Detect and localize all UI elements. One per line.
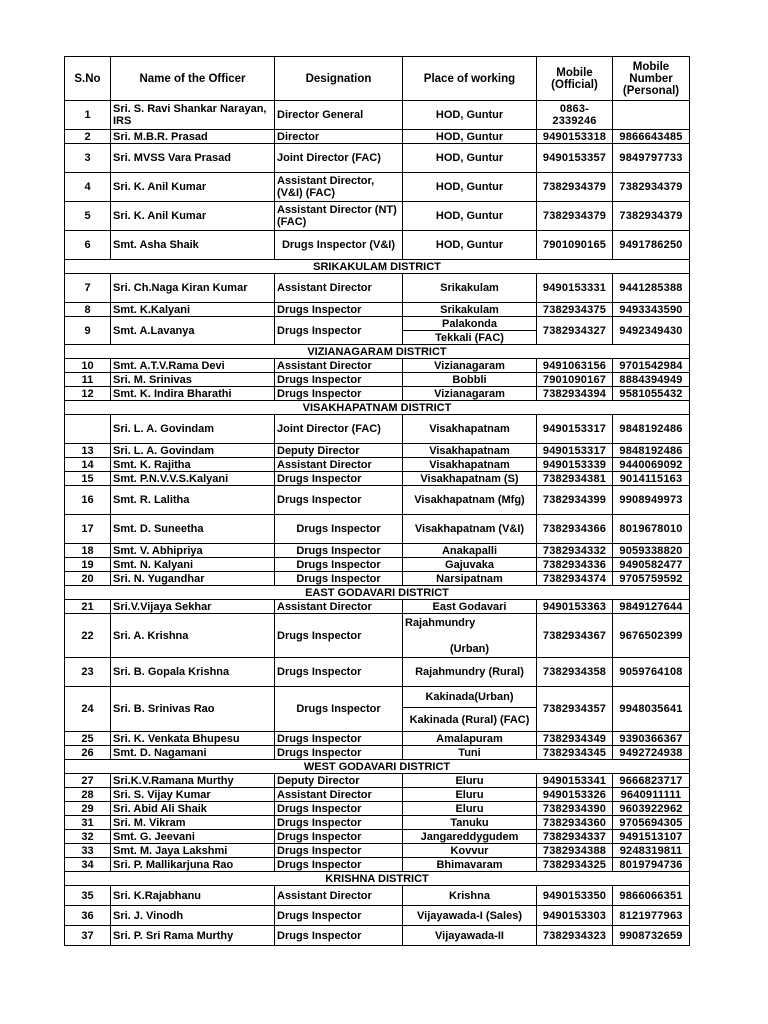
cell-mobile-personal: 9390366367 — [613, 732, 690, 746]
cell-place: Srikakulam — [403, 274, 537, 303]
cell-place: Anakapalli — [403, 544, 537, 558]
cell-designation: Deputy Director — [275, 444, 403, 458]
cell-place: HOD, Guntur — [403, 231, 537, 260]
cell-mobile-official: 7382934399 — [537, 486, 613, 515]
cell-mobile-official: 7382934379 — [537, 202, 613, 231]
cell-mobile-personal: 9492349430 — [613, 317, 690, 345]
table-row — [65, 303, 690, 317]
cell-mobile-personal: 8884394949 — [613, 373, 690, 387]
header-sno: S.No — [65, 57, 111, 101]
cell-name: Sri. M. Vikram — [111, 816, 275, 830]
cell-sno: 15 — [65, 472, 111, 486]
cell-sno: 34 — [65, 858, 111, 872]
officers-directory — [64, 56, 689, 946]
table-row — [65, 130, 690, 144]
cell-place: Tekkali (FAC) — [403, 331, 537, 345]
table-row — [65, 926, 690, 946]
cell-name: Sri. L. A. Govindam — [111, 415, 275, 444]
cell-designation: Director General — [275, 101, 403, 130]
cell-mobile-official: 7382934366 — [537, 515, 613, 544]
place-line-2: (Urban) — [449, 642, 490, 655]
cell-sno: 14 — [65, 458, 111, 472]
cell-name: Smt. M. Jaya Lakshmi — [111, 844, 275, 858]
cell-designation: Assistant Director — [275, 359, 403, 373]
cell-place: Tuni — [403, 746, 537, 760]
header-name: Name of the Officer — [111, 57, 275, 101]
district-title: VISAKHAPATNAM DISTRICT — [65, 401, 690, 415]
cell-name: Smt. K.Kalyani — [111, 303, 275, 317]
cell-designation: Drugs Inspector — [275, 816, 403, 830]
cell-mobile-official: 9490153331 — [537, 274, 613, 303]
cell-sno: 23 — [65, 658, 111, 687]
cell-designation: Drugs Inspector — [275, 830, 403, 844]
cell-mobile-official: 9490153339 — [537, 458, 613, 472]
cell-mobile-official: 9490153357 — [537, 144, 613, 173]
cell-name: Smt. K. Rajitha — [111, 458, 275, 472]
cell-mobile-personal: 9640911111 — [613, 788, 690, 802]
cell-mobile-official: 9490153326 — [537, 788, 613, 802]
officers-table — [64, 56, 690, 946]
table-row — [65, 658, 690, 687]
cell-designation: Drugs Inspector — [275, 844, 403, 858]
cell-name: Sri. A. Krishna — [111, 614, 275, 658]
cell-mobile-personal: 9866066351 — [613, 886, 690, 906]
cell-name: Sri. MVSS Vara Prasad — [111, 144, 275, 173]
place-gap — [405, 629, 534, 643]
table-row — [65, 788, 690, 802]
cell-sno: 9 — [65, 317, 111, 345]
district-title: SRIKAKULAM DISTRICT — [65, 260, 690, 274]
cell-mobile-personal: 9848192486 — [613, 415, 690, 444]
cell-mobile-official: 7382934325 — [537, 858, 613, 872]
cell-designation: Drugs Inspector — [275, 687, 403, 732]
cell-place — [403, 614, 537, 658]
cell-sno: 8 — [65, 303, 111, 317]
cell-mobile-official: 7382934375 — [537, 303, 613, 317]
cell-designation: Drugs Inspector (V&I) — [275, 231, 403, 260]
cell-name: Sri. P. Sri Rama Murthy — [111, 926, 275, 946]
cell-sno: 28 — [65, 788, 111, 802]
cell-mobile-official: 7382934357 — [537, 687, 613, 732]
cell-name: Smt. D. Nagamani — [111, 746, 275, 760]
cell-designation: Drugs Inspector — [275, 558, 403, 572]
cell-name: Sri. L. A. Govindam — [111, 444, 275, 458]
cell-designation: Drugs Inspector — [275, 387, 403, 401]
cell-mobile-official: 9490153363 — [537, 600, 613, 614]
table-row — [65, 373, 690, 387]
cell-designation: Drugs Inspector — [275, 614, 403, 658]
cell-sno: 31 — [65, 816, 111, 830]
cell-sno: 12 — [65, 387, 111, 401]
cell-designation: Drugs Inspector — [275, 802, 403, 816]
cell-mobile-personal: 7382934379 — [613, 202, 690, 231]
cell-mobile-personal: 9849797733 — [613, 144, 690, 173]
cell-place: Krishna — [403, 886, 537, 906]
cell-place: Gajuvaka — [403, 558, 537, 572]
cell-designation: Drugs Inspector — [275, 926, 403, 946]
cell-designation: Assistant Director — [275, 458, 403, 472]
cell-mobile-official: 7382934379 — [537, 173, 613, 202]
cell-place: Visakhapatnam (V&I) — [403, 515, 537, 544]
cell-name: Sri. B. Srinivas Rao — [111, 687, 275, 732]
cell-designation: Assistant Director — [275, 600, 403, 614]
cell-sno: 13 — [65, 444, 111, 458]
table-row — [65, 359, 690, 373]
cell-name: Sri. K. Venkata Bhupesu — [111, 732, 275, 746]
cell-name: Sri. S. Vijay Kumar — [111, 788, 275, 802]
cell-mobile-personal: 9705694305 — [613, 816, 690, 830]
table-row — [65, 387, 690, 401]
cell-place: Vijayawada-I (Sales) — [403, 906, 537, 926]
cell-place: HOD, Guntur — [403, 173, 537, 202]
cell-sno — [65, 415, 111, 444]
cell-place: Srikakulam — [403, 303, 537, 317]
cell-mobile-personal: 9493343590 — [613, 303, 690, 317]
cell-sno: 3 — [65, 144, 111, 173]
cell-place: Bobbli — [403, 373, 537, 387]
table-row — [65, 830, 690, 844]
cell-sno: 17 — [65, 515, 111, 544]
cell-place: HOD, Guntur — [403, 101, 537, 130]
cell-mobile-personal: 9848192486 — [613, 444, 690, 458]
cell-mobile-official: 9490153350 — [537, 886, 613, 906]
cell-name: Sri. K. Anil Kumar — [111, 202, 275, 231]
cell-sno: 4 — [65, 173, 111, 202]
cell-mobile-personal: 8019794736 — [613, 858, 690, 872]
cell-name: Sri. M.B.R. Prasad — [111, 130, 275, 144]
cell-place: Visakhapatnam (S) — [403, 472, 537, 486]
cell-place: East Godavari — [403, 600, 537, 614]
cell-place: Bhimavaram — [403, 858, 537, 872]
cell-designation: Drugs Inspector — [275, 515, 403, 544]
cell-mobile-official: 7382934332 — [537, 544, 613, 558]
table-row — [65, 687, 690, 708]
table-row — [65, 802, 690, 816]
table-row — [65, 572, 690, 586]
cell-name: Smt. A.Lavanya — [111, 317, 275, 345]
cell-sno: 36 — [65, 906, 111, 926]
district-header-visakhapatnam — [65, 401, 690, 415]
district-title: VIZIANAGARAM DISTRICT — [65, 345, 690, 359]
cell-place: Kakinada (Rural) (FAC) — [403, 708, 537, 732]
cell-place: Vizianagaram — [403, 387, 537, 401]
cell-mobile-official: 7382934360 — [537, 816, 613, 830]
cell-name: Sri. Ch.Naga Kiran Kumar — [111, 274, 275, 303]
cell-designation: Assistant Director — [275, 788, 403, 802]
district-header-west-godavari — [65, 760, 690, 774]
cell-mobile-personal: 9490582477 — [613, 558, 690, 572]
cell-name: Sri. B. Gopala Krishna — [111, 658, 275, 687]
cell-place: Amalapuram — [403, 732, 537, 746]
cell-place: HOD, Guntur — [403, 202, 537, 231]
place-line-1: Rajahmundry — [405, 616, 476, 629]
table-row — [65, 816, 690, 830]
table-row — [65, 558, 690, 572]
cell-name: Sri. P. Mallikarjuna Rao — [111, 858, 275, 872]
cell-mobile-personal: 9948035641 — [613, 687, 690, 732]
district-title: WEST GODAVARI DISTRICT — [65, 760, 690, 774]
table-row — [65, 732, 690, 746]
cell-sno: 10 — [65, 359, 111, 373]
cell-sno: 6 — [65, 231, 111, 260]
cell-mobile-official: 7382934349 — [537, 732, 613, 746]
cell-designation: Joint Director (FAC) — [275, 415, 403, 444]
cell-name: Smt. D. Suneetha — [111, 515, 275, 544]
cell-mobile-personal: 9014115163 — [613, 472, 690, 486]
cell-designation: Assistant Director — [275, 274, 403, 303]
cell-designation: Assistant Director (NT) (FAC) — [275, 202, 403, 231]
cell-mobile-official: 7382934390 — [537, 802, 613, 816]
cell-place: Visakhapatnam (Mfg) — [403, 486, 537, 515]
cell-sno: 29 — [65, 802, 111, 816]
cell-sno: 18 — [65, 544, 111, 558]
cell-mobile-personal: 9492724938 — [613, 746, 690, 760]
cell-mobile-official: 7382934345 — [537, 746, 613, 760]
cell-mobile-official: 9490153317 — [537, 415, 613, 444]
cell-designation: Drugs Inspector — [275, 746, 403, 760]
cell-name: Smt. R. Lalitha — [111, 486, 275, 515]
cell-name: Smt. A.T.V.Rama Devi — [111, 359, 275, 373]
cell-designation: Drugs Inspector — [275, 303, 403, 317]
cell-name: Sri. Abid Ali Shaik — [111, 802, 275, 816]
cell-name: Sri.K.V.Ramana Murthy — [111, 774, 275, 788]
cell-mobile-personal: 8121977963 — [613, 906, 690, 926]
table-row — [65, 202, 690, 231]
table-row — [65, 746, 690, 760]
table-header-row — [65, 57, 690, 101]
district-title: KRISHNA DISTRICT — [65, 872, 690, 886]
cell-sno: 16 — [65, 486, 111, 515]
cell-mobile-personal: 9059338820 — [613, 544, 690, 558]
cell-sno: 27 — [65, 774, 111, 788]
table-row — [65, 600, 690, 614]
cell-place: Kovvur — [403, 844, 537, 858]
cell-mobile-official: 7382934327 — [537, 317, 613, 345]
cell-name: Smt. P.N.V.V.S.Kalyani — [111, 472, 275, 486]
cell-mobile-personal: 9441285388 — [613, 274, 690, 303]
cell-name: Sri. M. Srinivas — [111, 373, 275, 387]
cell-place: Visakhapatnam — [403, 444, 537, 458]
cell-mobile-personal: 9666823717 — [613, 774, 690, 788]
cell-name: Sri. J. Vinodh — [111, 906, 275, 926]
cell-mobile-personal: 9676502399 — [613, 614, 690, 658]
cell-place: Narsipatnam — [403, 572, 537, 586]
table-row — [65, 173, 690, 202]
cell-mobile-official: 9490153318 — [537, 130, 613, 144]
cell-place: Eluru — [403, 802, 537, 816]
district-header-srikakulam — [65, 260, 690, 274]
cell-name: Sri. K. Anil Kumar — [111, 173, 275, 202]
table-row — [65, 101, 690, 130]
table-row — [65, 274, 690, 303]
table-row — [65, 844, 690, 858]
table-row — [65, 886, 690, 906]
cell-mobile-personal: 9248319811 — [613, 844, 690, 858]
table-row — [65, 472, 690, 486]
cell-mobile-official: 7382934323 — [537, 926, 613, 946]
cell-mobile-official: 9490153303 — [537, 906, 613, 926]
cell-designation: Joint Director (FAC) — [275, 144, 403, 173]
table-row — [65, 231, 690, 260]
cell-place: Vijayawada-II — [403, 926, 537, 946]
table-row — [65, 614, 690, 658]
cell-designation: Drugs Inspector — [275, 906, 403, 926]
cell-mobile-official: 9491063156 — [537, 359, 613, 373]
cell-designation: Drugs Inspector — [275, 472, 403, 486]
cell-designation: Drugs Inspector — [275, 317, 403, 345]
table-row — [65, 458, 690, 472]
cell-mobile-personal: 9581055432 — [613, 387, 690, 401]
cell-place: Eluru — [403, 788, 537, 802]
cell-mobile-official: 7382934367 — [537, 614, 613, 658]
cell-designation: Drugs Inspector — [275, 732, 403, 746]
table-row — [65, 774, 690, 788]
cell-designation: Drugs Inspector — [275, 572, 403, 586]
cell-mobile-official: 0863-2339246 — [537, 101, 613, 130]
cell-place: Visakhapatnam — [403, 458, 537, 472]
cell-name: Smt. G. Jeevani — [111, 830, 275, 844]
table-row — [65, 486, 690, 515]
cell-name: Sri.V.Vijaya Sekhar — [111, 600, 275, 614]
cell-mobile-personal: 9866643485 — [613, 130, 690, 144]
cell-place: Tanuku — [403, 816, 537, 830]
cell-sno: 33 — [65, 844, 111, 858]
table-row — [65, 317, 690, 331]
cell-mobile-official: 7382934336 — [537, 558, 613, 572]
cell-mobile-personal: 9908732659 — [613, 926, 690, 946]
cell-mobile-official: 7901090167 — [537, 373, 613, 387]
cell-mobile-personal: 9603922962 — [613, 802, 690, 816]
cell-mobile-official: 9490153317 — [537, 444, 613, 458]
cell-designation: Drugs Inspector — [275, 486, 403, 515]
cell-mobile-personal: 9440069092 — [613, 458, 690, 472]
cell-sno: 20 — [65, 572, 111, 586]
cell-sno: 7 — [65, 274, 111, 303]
cell-sno: 22 — [65, 614, 111, 658]
cell-place: HOD, Guntur — [403, 144, 537, 173]
cell-designation: Assistant Director, (V&I) (FAC) — [275, 173, 403, 202]
cell-sno: 11 — [65, 373, 111, 387]
cell-mobile-official: 7382934381 — [537, 472, 613, 486]
cell-sno: 2 — [65, 130, 111, 144]
cell-sno: 37 — [65, 926, 111, 946]
cell-place: Rajahmundry (Rural) — [403, 658, 537, 687]
table-row — [65, 515, 690, 544]
cell-mobile-personal: 9491786250 — [613, 231, 690, 260]
cell-mobile-personal: 9491513107 — [613, 830, 690, 844]
cell-mobile-personal — [613, 101, 690, 130]
cell-mobile-official: 7382934358 — [537, 658, 613, 687]
cell-mobile-personal: 9908949973 — [613, 486, 690, 515]
cell-place: Jangareddygudem — [403, 830, 537, 844]
cell-mobile-personal: 9705759592 — [613, 572, 690, 586]
cell-mobile-official: 9490153341 — [537, 774, 613, 788]
cell-designation: Drugs Inspector — [275, 858, 403, 872]
cell-sno: 26 — [65, 746, 111, 760]
cell-name: Smt. Asha Shaik — [111, 231, 275, 260]
cell-place: Palakonda — [403, 317, 537, 331]
cell-sno: 25 — [65, 732, 111, 746]
district-header-vizianagaram — [65, 345, 690, 359]
district-header-east-godavari — [65, 586, 690, 600]
cell-sno: 19 — [65, 558, 111, 572]
cell-place: Visakhapatnam — [403, 415, 537, 444]
cell-sno: 32 — [65, 830, 111, 844]
cell-mobile-official: 7382934374 — [537, 572, 613, 586]
cell-mobile-official: 7901090165 — [537, 231, 613, 260]
cell-place: Kakinada(Urban) — [403, 687, 537, 708]
cell-mobile-personal: 8019678010 — [613, 515, 690, 544]
header-place: Place of working — [403, 57, 537, 101]
cell-designation: Assistant Director — [275, 886, 403, 906]
table-row — [65, 906, 690, 926]
cell-mobile-personal: 9701542984 — [613, 359, 690, 373]
cell-place: HOD, Guntur — [403, 130, 537, 144]
cell-mobile-official: 7382934394 — [537, 387, 613, 401]
table-row — [65, 444, 690, 458]
cell-sno: 1 — [65, 101, 111, 130]
district-header-krishna — [65, 872, 690, 886]
table-row — [65, 858, 690, 872]
cell-sno: 21 — [65, 600, 111, 614]
table-row — [65, 144, 690, 173]
cell-mobile-personal: 9849127644 — [613, 600, 690, 614]
cell-sno: 5 — [65, 202, 111, 231]
header-mobile-personal: Mobile Number (Personal) — [613, 57, 690, 101]
cell-name: Sri. K.Rajabhanu — [111, 886, 275, 906]
cell-name: Sri. S. Ravi Shankar Narayan, IRS — [111, 101, 275, 130]
header-mobile-official: Mobile (Official) — [537, 57, 613, 101]
cell-name: Sri. N. Yugandhar — [111, 572, 275, 586]
cell-sno: 35 — [65, 886, 111, 906]
cell-name: Smt. N. Kalyani — [111, 558, 275, 572]
cell-place: Vizianagaram — [403, 359, 537, 373]
cell-mobile-personal: 7382934379 — [613, 173, 690, 202]
cell-designation: Director — [275, 130, 403, 144]
cell-name: Smt. K. Indira Bharathi — [111, 387, 275, 401]
header-designation: Designation — [275, 57, 403, 101]
cell-designation: Drugs Inspector — [275, 658, 403, 687]
cell-mobile-official: 7382934388 — [537, 844, 613, 858]
cell-sno: 24 — [65, 687, 111, 732]
cell-designation: Drugs Inspector — [275, 373, 403, 387]
table-row — [65, 415, 690, 444]
cell-mobile-personal: 9059764108 — [613, 658, 690, 687]
district-title: EAST GODAVARI DISTRICT — [65, 586, 690, 600]
cell-designation: Drugs Inspector — [275, 544, 403, 558]
cell-mobile-official: 7382934337 — [537, 830, 613, 844]
cell-designation: Deputy Director — [275, 774, 403, 788]
cell-place: Eluru — [403, 774, 537, 788]
cell-name: Smt. V. Abhipriya — [111, 544, 275, 558]
table-row — [65, 544, 690, 558]
